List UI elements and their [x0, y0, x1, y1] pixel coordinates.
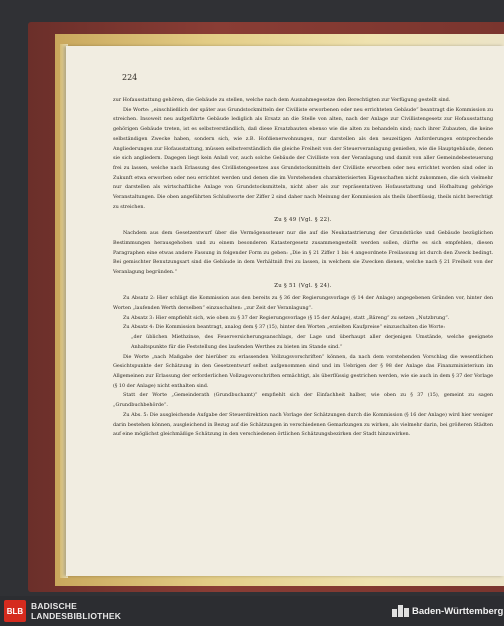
paragraph: Zu Absatz 4: Die Kommission beantragt, analog dem § 37 (15), hinter den Worten „erzielten Kaufpreise“ einzuschalten die Worte: — [123, 324, 446, 331]
footer-bar — [0, 596, 504, 626]
blb-logo[interactable]: BLB — [4, 600, 26, 622]
bw-lions-logo — [392, 605, 410, 617]
section-heading: Zu § 49 (Vgl. § 22). — [274, 217, 332, 224]
library-name[interactable] — [31, 602, 121, 621]
paragraph: Die Worte „nach Maßgabe der hierüber zu erlassenden Vollzugsvorschriften“ können, da nach dem vorstehenden Vorschlag die wesentlichen Gesichtspunkte der Schätzung in den Gesetzentwurf selbst aufgenommen sind und im Uebrigen der § 98 der Anlage das Finanzministerium im Allgemeinen zur Erlassung der erforderlichen Vollzugsvorschriften ermächtigt, als überflüssig gestrichen werden, wie sie auch in dem § 37 der Vorlage (§ 10 der Anlage) nicht enthalten sind. — [113, 353, 493, 389]
page-number: 224 — [122, 73, 138, 82]
library-name-line2: LANDESBIBLIOTHEK — [31, 610, 122, 621]
section-heading: Zu § 51 (Vgl. § 24). — [274, 282, 332, 289]
paragraph: Zu Absatz 2: Hier schlägt die Kommission aus den bereits zu § 36 der Regierungsvorlage (§ 14 der Anlage) angegebenen Gründen vor, hinter den Worten „laufenden Werth derselben“ einzuschalten: „zur Zeit der Veranlagung“. — [113, 295, 493, 312]
paragraph: Statt der Worte „Gemeinderath (Grundbuchamt)“ empfiehlt sich der Einfachheit halber, wie oben zu § 37 (15), gemeint zu sagen „Grundbuchbehörde“. — [113, 392, 493, 409]
paragraph: Zu Absatz 3: Hier empfiehlt sich, wie oben zu § 37 der Regierungsvorlage (§ 15 der Anlage), statt „Bäreng“ zu setzen „Nutzbrung“. — [123, 314, 450, 321]
paragraph: Zu Abs. 5: Die ausgleichende Aufgabe der Steuerdirektion nach Vorlage der Schätzungen durch die Kommission (§ 16 der Anlage) wird hier weniger darin bestehen können, ausgleichend in Bezug auf die Schätzungen in verschiedenen Gemarkungen zu wirken, als vielmehr darin, bei größeren Städten auf eine möglichst gleichmäßige Schätzung in den verschiedenen örtlichen Schätzungsbezirken der Stadt hinzuwirken. — [113, 411, 493, 438]
paragraph: Die Worte: „einschließlich der später aus Grundstockmitteln der Civilliste erworbenen oder neu errichteten Gebäude“ beantragt die Kommission zu streichen. Insoweit neu aufgeführte Gebäude lediglich als Ersatz an die Stelle von alten, nach der Anlage zur Civillistengesetz zur Hofausstattung gehörigen Gebäude treten, ist es selbstverständlich, daß diese Ersatzbauten ebenso wie die alten zu behandeln sind; nach ihrer Zubauten, die keine selbständigen Zwecke haben, sondern sich, wie z.B. Hofdienerwohnungen, nur darstellen als den neuzeitigen Anforderungen entsprechende Angliederungen zur Hofausstattung, müssen selbstverständlich die gleiche Freiheit von der Steuerveranlagung genießen, wie die Hauptgebäude, denen sie sich angliedern. Dagegen liegt kein Anlaß vor, auch solche Gebäude der Civilliste von der Veranlagung und damit von aller Gemeindebesteuerung frei zu lassen, welche nach Erlassung des Civillistengesetzes aus Grundstocksmitteln der Civilliste erworben oder neu errichtet worden sind oder in Zukunft etwa erworben oder neu errichtet werden und denen die im Vorstehenden charakterisierten Eigenschaften nicht zukommen, die sich vielmehr nur darstellen als wirtschaftliche Anlage von Grundstocksmitteln, nicht aber als zur repräsentativen Hofausstattung und Hofhaltung gehörige Veranstaltungen. Die oben angeführten Schlußworte der Ziffer 2 sind daher nach Meinung der Kommission als theils überflüssig, theils nicht berechtigt zu streichen. — [113, 106, 493, 210]
state-name[interactable]: Baden-Württemberg — [412, 606, 504, 617]
paragraph: Nachdem aus dem Gesetzentwurf über die Vermögenssteuer nur die auf die Neukatastrierung der Grundstücke und Gebäude bezüglichen Bestimmungen herausgehoben und zu einem besonderen Katastergesetz zusammengestellt werden sollen, dürfte es sich empfehlen, diesen Paragraphen eine etwas andere Fassung in folgender Form zu geben: „Die in § 21 Ziffer 1 bis 4 angeordnete Freilassung ist durch den Zweck bedingt. Bei gemischter Benutzungsart sind die Gebäude in dem Verhältniß frei zu lassen, in welchem sie Zwecken dienen, welche nach § 21 Freiheit von der Veranlagung begründen.“ — [113, 230, 493, 275]
library-name-line1: BADISCHE — [31, 601, 77, 611]
page-text — [113, 96, 493, 440]
scanned-page — [66, 46, 504, 576]
paragraph: „der üblichen Miethzinse, des Feuerversicherungsanschlags, der Lage und überhaupt aller derjenigen Umstände, welche geeignete Anhaltspunkte für die Feststellung des laufenden Werthes zu bieten im Stande sind.“ — [131, 334, 493, 350]
paragraph: zur Hofausstattung gehören, die Gebäude zu stellen, welche nach dem Ausnahmegesetze den Berechtigten zur Verfügung gestellt sind. — [113, 97, 451, 103]
